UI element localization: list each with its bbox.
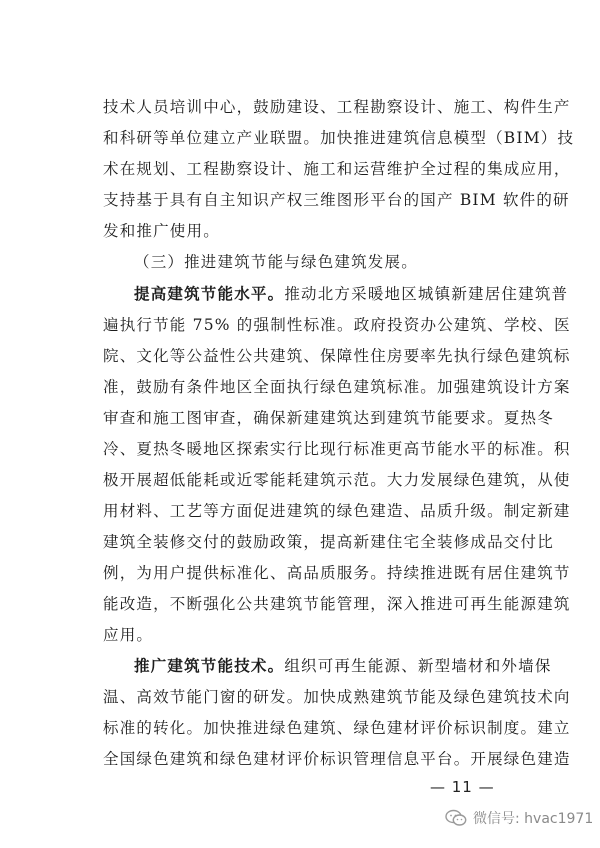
paragraph-1-line-4: 准，鼓励有条件地区全面执行绿色建筑标准。加强建筑设计方案 (103, 378, 571, 396)
wechat-icon (445, 809, 467, 827)
paragraph-1-line-5: 审查和施工图审查，确保新建建筑达到建筑节能要求。夏热冬 (103, 409, 554, 427)
paragraph-1-line-3: 院、文化等公益性公共建筑、保障性住房要率先执行绿色建筑标 (103, 347, 571, 365)
page-number: — 11 — (430, 778, 495, 796)
body-line-3: 术在规划、工程勘察设计、施工和运营维护全过程的集成应用， (103, 160, 571, 178)
wechat-watermark (445, 808, 593, 828)
paragraph-1-line-7: 极开展超低能耗或近零能耗建筑示范。大力发展绿色建筑，从使 (103, 471, 571, 489)
paragraph-1-line-9: 建筑全装修交付的鼓励政策，提高新建住宅全装修成品交付比 (103, 533, 554, 551)
paragraph-1-line-8: 用材料、工艺等方面促进建筑的绿色建造、品质升级。制定新建 (103, 502, 571, 520)
paragraph-2-line-3: 标准的转化。加快推进绿色建筑、绿色建材评价标识制度。建立 (103, 719, 571, 737)
paragraph-1-line-10: 例，为用户提供标准化、高品质服务。持续推进既有居住建筑节 (103, 564, 571, 582)
paragraph-2-line-1 (134, 654, 552, 678)
paragraph-1-lead: 提高建筑节能水平。 (134, 284, 285, 303)
paragraph-2-lead: 推广建筑节能技术。 (134, 656, 285, 675)
paragraph-2-lead-rest: 组织可再生能源、新型墙材和外墙保 (284, 657, 552, 675)
paragraph-2-line-4: 全国绿色建筑和绿色建材评价标识管理信息平台。开展绿色建造 (103, 750, 571, 768)
body-line-2: 和科研等单位建立产业联盟。加快推进建筑信息模型（BIM）技 (103, 129, 575, 147)
paragraph-1-line-1 (134, 282, 569, 306)
watermark-text: 微信号: hvac1971 (473, 811, 594, 827)
paragraph-1-line-11: 能改造，不断强化公共建筑节能管理，深入推进可再生能源建筑 (103, 595, 571, 613)
paragraph-1-line-6: 冷、夏热冬暖地区探索实行比现行标准更高节能水平的标准。积 (103, 440, 571, 458)
paragraph-1-line-12: 应用。 (103, 626, 154, 644)
paragraph-1-line-2: 遍执行节能 75% 的强制性标准。政府投资办公建筑、学校、医 (103, 316, 571, 334)
body-line-4: 支持基于具有自主知识产权三维图形平台的国产 BIM 软件的研 (103, 191, 570, 209)
paragraph-2-line-2: 温、高效节能门窗的研发。加快成熟建筑节能及绿色建筑技术向 (103, 688, 571, 706)
body-line-1: 技术人员培训中心，鼓励建设、工程勘察设计、施工、构件生产 (103, 98, 571, 116)
paragraph-1-lead-rest: 推动北方采暖地区城镇新建居住建筑普 (284, 285, 569, 303)
body-line-5: 发和推广使用。 (103, 222, 220, 240)
section-heading: （三）推进建筑节能与绿色建筑发展。 (134, 253, 418, 271)
